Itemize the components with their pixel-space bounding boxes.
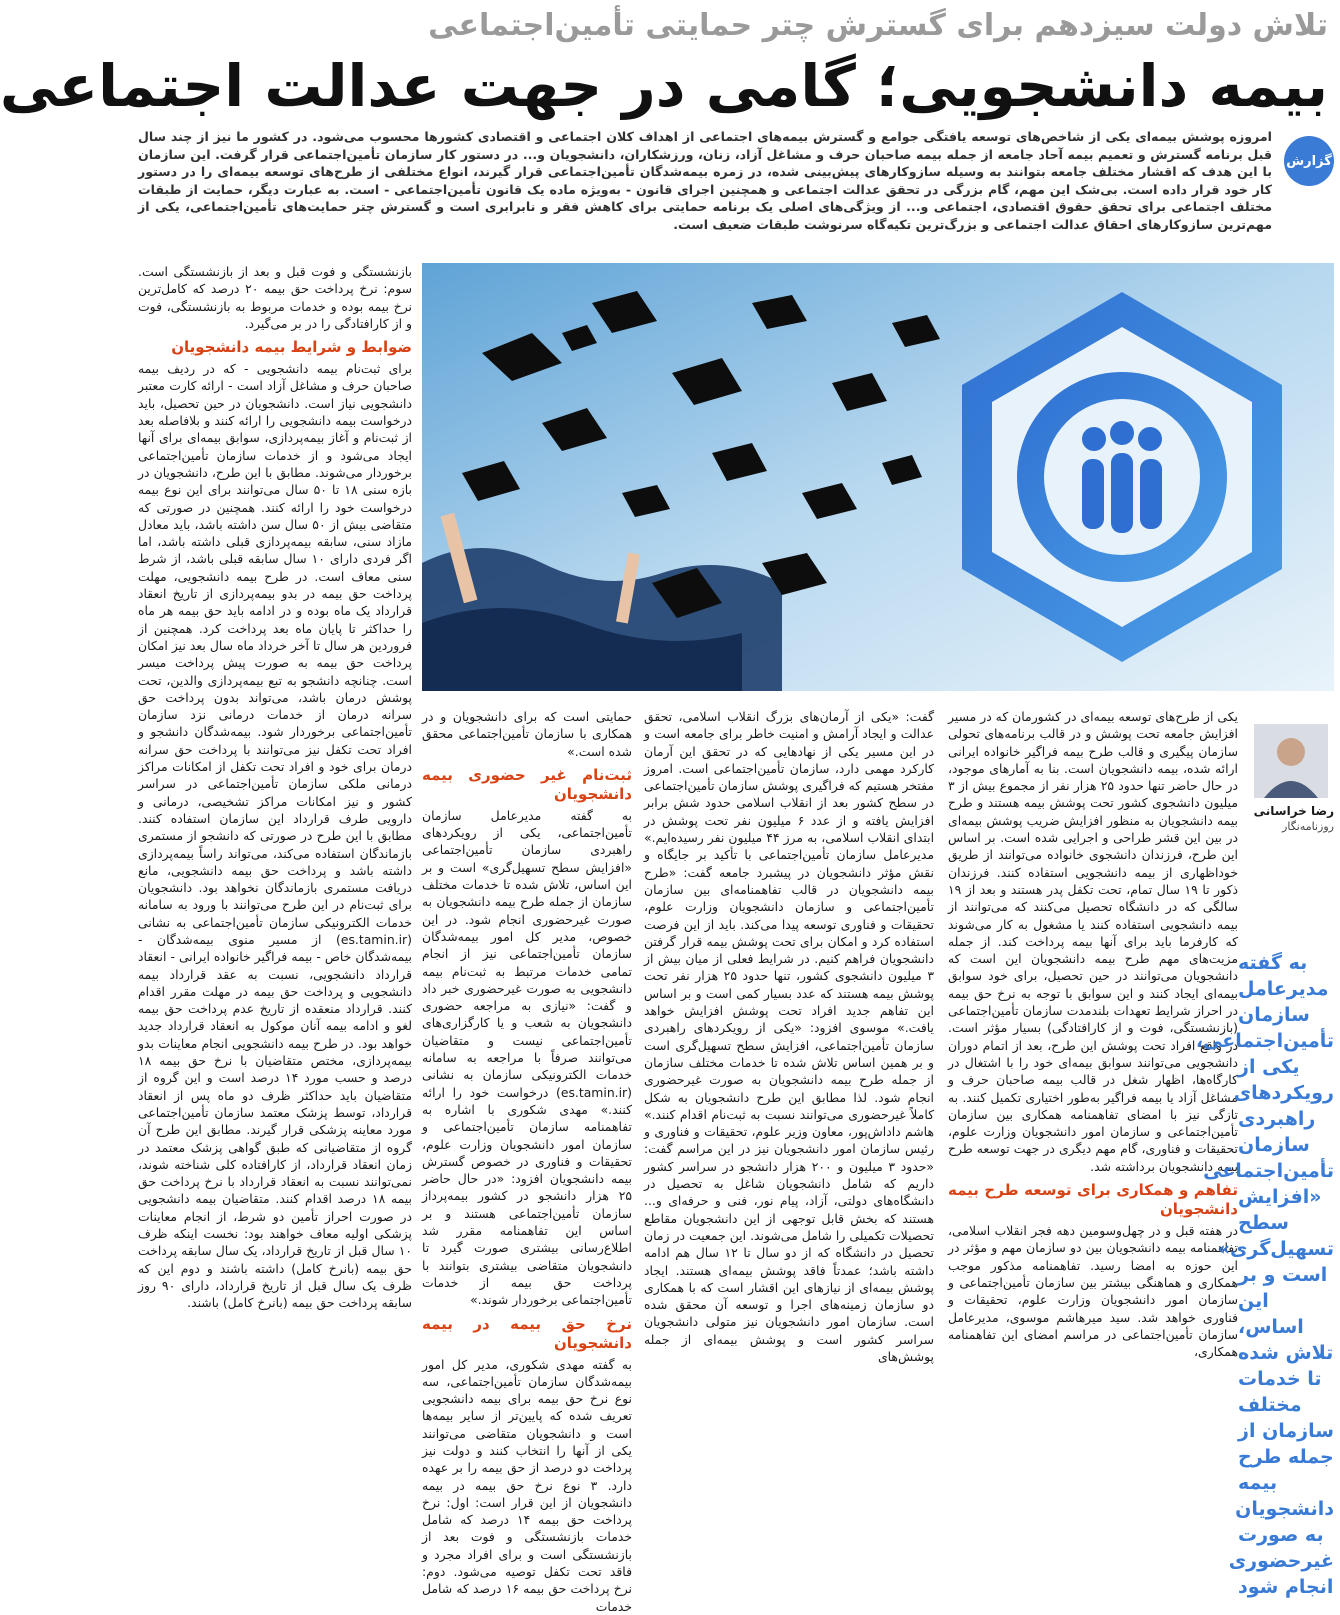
kicker: تلاش دولت سیزدهم برای گسترش چتر حمایتی تأمین‌اجتماعی <box>428 8 1328 43</box>
lead-paragraph <box>138 128 1272 233</box>
paragraph: به گفته مدیرعامل سازمان تأمین‌اجتماعی، یکی از رویکردهای راهبردی سازمان تأمین‌اجتماعی «افزایش سطح تسهیل‌گری» است و بر این اساس، تلاش شده تا خدمات مختلف سازمان از جمله طرح بیمه دانشجویان به صورت غیرحضوری انجام شود. در این خصوص، مدیر کل امور بیمه‌شدگان سازمان تأمین‌اجتماعی نیز از انجام تمامی خدمات مرتبط به ثبت‌نام بیمه دانشجویی به صورت غیرحضوری خبر داد و گفت: «نیازی به مراجعه حضوری دانشجویان به شعب و یا کارگزاری‌های تأمین‌اجتماعی نیست و متقاضیان می‌توانند صرفاً با مراجعه به سامانه خدمات الکترونیکی سازمان به نشانی (es.tamin.ir) درخواست خود را ارائه کنند.» مهدی شکوری با اشاره به تفاهمنامه سازمان تأمین‌اجتماعی و سازمان امور دانشجویان وزارت علوم، تحقیقات و فناوری در خصوص گسترش بیمه دانشجویان افزود: «در حال حاضر ۲۵ هزار دانشجو در کشور بیمه‌پرداز سازمان تأمین‌اجتماعی هستند و بر اساس این تفاهمنامه مقرر شد اطلاع‌رسانی بیشتری صورت گیرد تا دانشجویان متقاضی بیشتری بتوانند با پرداخت حق بیمه از خدمات تأمین‌اجتماعی برخوردار شوند.» <box>422 807 632 1308</box>
pull-quote: به گفته مدیرعامل سازمان تأمین‌اجتماعی، یکی از رویکردهای راهبردی سازمان تأمین‌اجتماعی «افزایش سطح تسهیل‌گری» است و بر این اساس، تلاش شده تا خدمات مختلف سازمان از جمله طرح بیمه دانشجویان به صورت غیرحضوری انجام شود <box>1195 952 1334 1598</box>
article-photo <box>422 263 1334 691</box>
subheading: ضوابط و شرایط بیمه دانشجویان <box>171 338 412 357</box>
paragraph: به گفته مهدی شکوری، مدیر کل امور بیمه‌شدگان سازمان تأمین‌اجتماعی، سه نوع نرخ حق بیمه برای بیمه دانشجویی تعریف شده که پایین‌تر از سایر بیمه‌ها است و دانشجویان متقاضی می‌توانند یکی از آنها را انتخاب کنند و دولت نیز پرداخت دو درصد از حق بیمه را بر عهده دارد. ۳ نوع نرخ حق بیمه در بیمه دانشجویان از این قرار است: اول: نرخ پرداخت حق بیمه ۱۴ درصد که شامل خدمات بازنشستگی و فوت بعد از بازنشستگی است و برای افراد مجرد و فاقد تحت تکفل توصیه می‌شود. دوم: نرخ پرداخت حق بیمه ۱۶ درصد که شامل خدمات <box>422 1356 633 1614</box>
subheading: تفاهم و همکاری برای توسعه طرح بیمه دانشجویان <box>948 1181 1238 1219</box>
headline: بیمه دانشجویی؛ گامی در جهت عدالت اجتماعی <box>0 52 1328 120</box>
author-role: روزنامه‌نگار <box>1282 820 1334 833</box>
article-column-3 <box>644 708 934 1464</box>
subheading: ثبت‌نام غیر حضوری بیمه دانشجویان <box>422 765 632 803</box>
article-column-1 <box>138 263 412 1463</box>
paragraph: حمایتی است که برای دانشجویان و در همکاری با سازمان تأمین‌اجتماعی محقق شده است.» <box>422 709 632 759</box>
avatar <box>1254 724 1328 798</box>
lead-text: امروزه پوشش بیمه‌ای یکی از شاخص‌های توسعه یافتگی جوامع و گسترش بیمه‌های اجتماعی از اهداف کلان اجتماعی و اقتصادی کشورها محسوب می‌شود. در کشور ما نیز از چند سال قبل برنامه گسترش و تعمیم بیمه آحاد جامعه از جمله بیمه صاحبان حرف و مشاغل آزاد، زنان، ورزشکاران، دانشجویان و... در دستور کار سازمان تأمین‌اجتماعی قرار گرفت. این سازمان با این هدف که اقشار مختلف جامعه بتوانند به وسیله سازوکارهای پیش‌بینی شده، در زمره بیمه‌شدگان تأمین‌اجتماعی قرار گیرند، انواع مختلفی از طرح‌های توسعه بیمه‌ای را در دستور کار خود قرار داده است. بی‌شک این مهم، گام بزرگی در تحقق عدالت اجتماعی و همچنین اجرای قانون - به‌ویژه ماده یک قانون تأمین‌اجتماعی - است. به عبارت دیگر، حمایت از طبقات مختلف اجتماعی برای تحقق حقوق اقتصادی، اجتماعی و... از ویژگی‌های اصلی یک برنامه حمایتی برای کاهش فقر و نابرابری است و گسترش چتر حمایت‌های تأمین‌اجتماعی، یکی از مهم‌ترین سازوکارهای احقاق عدالت اجتماعی و بزرگ‌ترین تکیه‌گاه سرنوشت طبقات ضعیف است. <box>138 129 1272 232</box>
paragraph: در هفته قبل و در چهل‌وسومین دهه فجر انقلاب اسلامی، تفاهمنامه بیمه دانشجویان بین دو سازمان مهم و مؤثر در این حوزه به امضا رسید. تفاهمنامه مذکور موجب همکاری و هماهنگی بیشتر بین سازمان تأمین‌اجتماعی و سازمان امور دانشجویان وزارت علوم، تحقیقات و فناوری خواهد شد. سید میرهاشم موسوی، مدیرعامل سازمان تأمین‌اجتماعی در مراسم امضای این تفاهمنامه همکاری، <box>948 1223 1238 1360</box>
paragraph: یکی از طرح‌های توسعه بیمه‌ای در کشورمان که در مسیر افزایش جامعه تحت پوشش و در قالب برنامه‌های تحولی سازمان پیگیری و قالب طرح بیمه فراگیر خانواده ایرانی ارائه شده، بیمه دانشجویان است. بنا به آمارهای موجود، در حال حاضر تنها حدود ۲۵ هزار نفر از مجموع بیش از ۳ میلیون دانشجوی کشور تحت پوشش بیمه هستند و طرح بیمه دانشجویان به منظور افزایش ضریب پوشش بیمه‌ای در بین این قشر طراحی و اجرایی شده است. بر اساس این طرح، فرزندان دانشجوی خانواده می‌توانند از طریق خوداظهاری از بیمه دانشجویی استفاده کنند. فرزندان ذکور تا ۱۹ سال تمام، تحت تکفل پدر هستند و بعد از ۱۹ سالگی که در دانشگاه تحصیل می‌کنند که می‌توانند از بیمه دانشجویی استفاده کنند یا مشغول به کار می‌شوند که کارفرما باید برای آنها بیمه پرداخت کند. از جمله مزیت‌های مهم طرح بیمه دانشجویان این است که دانشجویان می‌توانند در حین تحصیل، برای خود سوابق بیمه‌ای ایجاد کنند و این سوابق با توجه به نرخ حق بیمه در احراز شرایط تعهدات بلندمدت سازمان تأمین‌اجتماعی (بازنشستگی، فوت و از کارافتادگی) بسیار مؤثر است. در واقع افراد تحت پوشش این طرح، بعد از اتمام دوران دانشجویی می‌توانند سوابق بیمه‌ای خود را با اشتغال در کارگاه‌ها، اظهار شغل در قالب بیمه صاحبان حرف و مشاغل آزاد یا بیمه فراگیر به‌طور اختیاری تکمیل کنند. به تازگی نیز با امضای تفاهمنامه همکاری بین سازمان تأمین‌اجتماعی و سازمان امور دانشجویان وزارت علوم، تحقیقات و فناوری، گام مهم دیگری در جهت توسعه طرح بیمه دانشجویان برداشته شد. <box>948 709 1238 1174</box>
paragraph: برای ثبت‌نام بیمه دانشجویی - که در ردیف بیمه صاحبان حرف و مشاغل آزاد است - ارائه کارت معتبر دانشجویی نیاز است. دانشجویان در حین تحصیل، باید درخواست بیمه دانشجویی را ارائه کنند و بلافاصله بعد از ثبت‌نام و آغاز بیمه‌پردازی، سوابق بیمه‌ای برای آنها ایجاد می‌شود و از خدمات سازمان تأمین‌اجتماعی برخوردار می‌شوند. مطابق با این طرح، دانشجویان در بازه سنی ۱۸ تا ۵۰ سال می‌توانند برای این نوع بیمه درخواست خود را ارائه کنند. همچنین در صورتی که متقاضی بیش از ۵۰ سال سن داشته باشد، باید معادل مازاد سنی، سابقه بیمه‌پردازی قبلی داشته باشد، اما اگر فردی دارای ۱۰ سال سابقه قبلی باشد، از شرط سنی معاف است. در طرح بیمه دانشجویی، مهلت پرداخت حق بیمه در بدو بیمه‌پردازی از تاریخ انعقاد قرارداد یک ماه بوده و در ادامه باید حق بیمه هر ماه را حداکثر تا پایان ماه بعد پرداخت کرد. همچنین از فروردین هر سال تا آخر خرداد ماه سال بعد نیز امکان پرداخت حق بیمه به صورت پیش پرداخت میسر است. چنانچه دانشجو به تبع بیمه‌پردازی والدین، تحت پوشش درمان باشد، می‌تواند بدون پرداخت حق سرانه درمان از خدمات درمانی نزد سازمان تأمین‌اجتماعی برخوردار شود. بیمه‌شدگان دانشجو و افراد تحت تکفل نیز می‌توانند با پرداخت حق سرانه درمان برای خود و افراد تحت تکفل از امکانات مراکز درمانی ملکی سازمان تأمین‌اجتماعی در سراسر کشور و نیز امکانات مراکز تشخیصی، درمانی و دارویی طرف قرارداد این سازمان استفاده کنند. مطابق با این طرح در صورتی که دانشجو از مستمری بازماندگان استفاده می‌کند، می‌تواند راساً بیمه‌پردازی داشته باشد و پرداخت حق بیمه دانشجویی، مانع دریافت مستمری بازماندگان نخواهد بود. دانشجویان برای ثبت‌نام در این طرح می‌توانند با ورود به سامانه خدمات الکترونیکی سازمان تأمین‌اجتماعی به نشانی (es.tamin.ir) از مسیر منوی بیمه‌شدگان - بیمه‌شدگان خاص - بیمه فراگیر خانواده ایرانی - انعقاد قرارداد دانشجویی، نسبت به عقد قرارداد بیمه دانشجویی و پرداخت حق بیمه در مهلت مقرر اقدام کنند. قرارداد منعقده از تاریخ عدم پرداخت حق بیمه لغو و ادامه بیمه آنان موکول به انعقاد قرارداد جدید خواهد بود. در طرح بیمه دانشجویی انجام معاینات بدو بیمه‌پردازی، مختص متقاضیان با نرخ حق بیمه ۱۸ درصد و حسب مورد ۱۴ درصد است و این گروه از متقاضیان باید حداکثر ظرف دو ماه پس از انعقاد قرارداد، توسط پزشک معتمد سازمان تأمین‌اجتماعی مورد معاینه پزشکی قرار گیرند. مطابق این طرح آن گروه از متقاضیانی که طبق گواهی پزشک معتمد در زمان انعقاد قرارداد، از کارافتاده کلی شناخته شوند، نمی‌توانند نسبت به انعقاد قرارداد با نرخ پرداخت حق بیمه ۱۸ درصد اقدام کنند. متقاضیان بیمه دانشجویی در صورت احراز تأمین دو شرط، از انجام معاینات پزشکی اولیه معاف خواهند بود: نخست اینکه ظرف ۱۰ سال قبل از تاریخ قرارداد، یک سال سابقه پرداخت حق بیمه (بانرخ کامل) داشته باشند و دوم این که ظرف یک سال قبل از تاریخ قرارداد، دارای ۹۰ روز سابقه پرداخت حق بیمه (بانرخ کامل) باشند. <box>138 361 413 1311</box>
graduation-photo-illustration <box>422 263 1334 691</box>
article-column-2 <box>422 708 633 1614</box>
author-block <box>1248 724 1334 833</box>
author-photo-icon <box>1254 724 1328 798</box>
subheading: نرخ حق بیمه در بیمه دانشجویان <box>422 1314 632 1352</box>
author-name: رضا خراسانی <box>1253 804 1334 818</box>
paragraph: گفت: «یکی از آرمان‌های بزرگ انقلاب اسلامی، تحقق عدالت و ایجاد آرامش و امنیت خاطر برای جامعه است و در این مسیر یکی از نهادهایی که در تحقق این آرمان کارکرد مهمی دارد، سازمان تأمین‌اجتماعی است. امروز مفتخر هستیم که فراگیری پوشش سازمان تأمین‌اجتماعی در سطح کشور بعد از انقلاب اسلامی حدود شش برابر افزایش یافته و از عدد ۶ میلیون نفر تحت پوشش در ابتدای انقلاب اسلامی، به مرز ۴۴ میلیون نفر رسیده‌ایم.» مدیرعامل سازمان تأمین‌اجتماعی با تأکید بر جایگاه و نقش مؤثر دانشجویان در پیشبرد جامعه گفت: «طرح بیمه دانشجویان در قالب تفاهمنامه‌ای بین سازمان تأمین‌اجتماعی و سازمان دانشجویان وزارت علوم، تحقیقات و فناوری توسعه پیدا می‌کند. باید از این فرصت استفاده کرد و امکان برای تحت پوشش بیمه قرار گرفتن دانشجویان فراهم کنیم. در شرایط فعلی از میان بیش از ۳ میلیون دانشجوی کشور، تنها حدود ۲۵ هزار نفر تحت پوشش بیمه هستند که عدد بسیار کمی است و بر اساس این تفاهم جدید افراد تحت پوشش افزایش خواهد یافت.» موسوی افزود: «یکی از رویکردهای راهبردی سازمان تأمین‌اجتماعی، افزایش سطح تسهیل‌گری است و بر همین اساس تلاش شده تا خدمات مختلف سازمان از جمله طرح بیمه دانشجویان به صورت غیرحضوری انجام شود. لذا مطابق این طرح دانشجویان به شکل کاملاً غیرحضوری می‌توانند نسبت به ثبت‌نام اقدام کنند.» هاشم داداش‌پور، معاون وزیر علوم، تحقیقات و فناوری و رئیس سازمان امور دانشجویان نیز در این مراسم گفت: «حدود ۳ میلیون و ۲۰۰ هزار دانشجو در سراسر کشور داریم که شامل دانشجویان شاغل به تحصیل در دانشگاه‌های دولتی، آزاد، پیام نور، فنی و حرفه‌ای و... هستند که بخش قابل توجهی از این دانشجویان مقاطع تحصیلات تکمیلی را شامل می‌شوند. این جمعیت در زمان تحصیل در دانشگاه که از دو سال تا ۱۲ سال هم ادامه داشته باشد؛ عمدتاً فاقد پوشش بیمه‌ای هستند. ایجاد پوشش بیمه‌ای از نیازهای این اقشار است که با همکاری دو سازمان زمینه‌های اجرا و توسعه آن محقق شده است. سازمان امور دانشجویان نیز متولی دانشجویان سراسر کشور است و پوشش بیمه‌ای از جمله پوشش‌های <box>644 709 935 1364</box>
paragraph: بازنشستگی و فوت قبل و بعد از بازنشستگی است. سوم: نرخ پرداخت حق بیمه ۲۰ درصد که کامل‌ترین نرخ بیمه بوده و خدمات مربوط به بازنشستگی، فوت و از کارافتادگی را در بر می‌گیرد. <box>138 264 413 331</box>
article-column-4 <box>948 708 1238 1464</box>
report-badge: گزارش <box>1284 136 1334 186</box>
